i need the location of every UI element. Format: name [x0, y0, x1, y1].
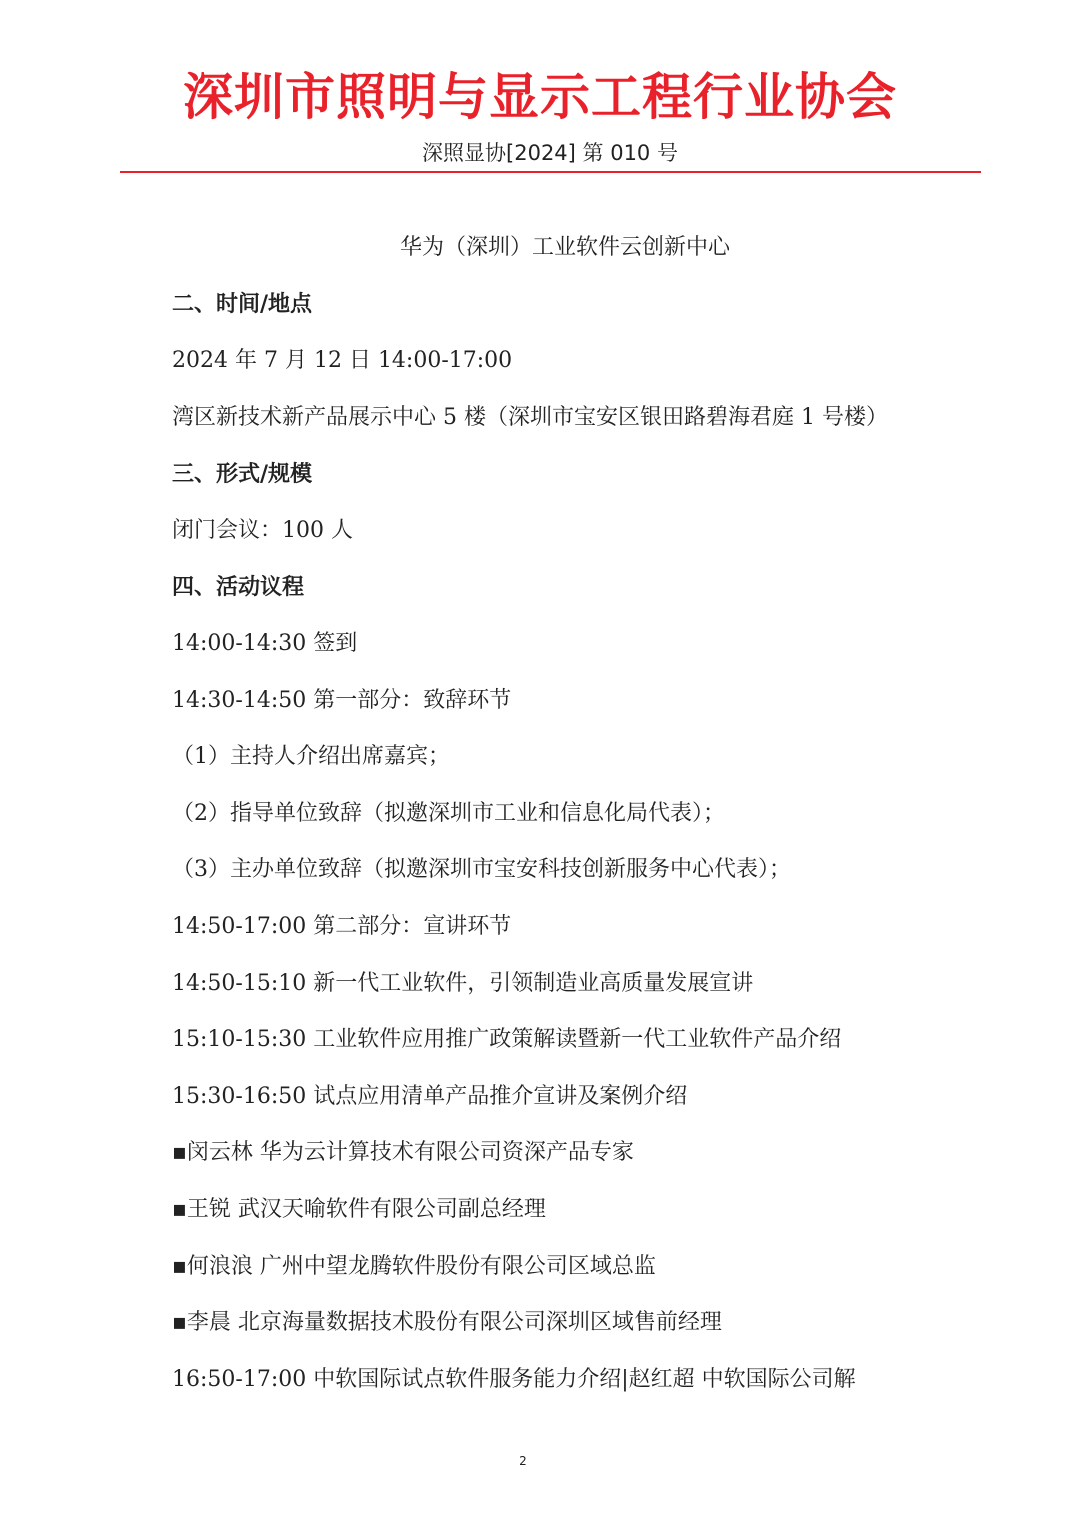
org-title: 深圳市照明与显示工程行业协会: [183, 68, 897, 126]
header-divider: [120, 171, 981, 173]
speaker-item: ▪王锐 武汉天喻软件有限公司副总经理: [172, 1197, 546, 1222]
agenda-item: 14:50-17:00 第二部分：宣讲环节: [172, 914, 512, 939]
section-heading-agenda: 四、活动议程: [172, 574, 305, 600]
event-location: 湾区新技术新产品展示中心 5 楼（深圳市宝安区银田路碧海君庭 1 号楼）: [172, 405, 888, 430]
section-heading-time-place: 二、时间/地点: [172, 291, 313, 317]
agenda-item: （3）主办单位致辞（拟邀深圳市宝安科技创新服务中心代表）；: [172, 857, 791, 882]
event-date-time: 2024 年 7 月 12 日 14:00-17:00: [172, 348, 513, 373]
agenda-item: （2）指导单位致辞（拟邀深圳市工业和信息化局代表）；: [172, 801, 725, 826]
speaker-item: ▪闵云林 华为云计算技术有限公司资深产品专家: [172, 1140, 634, 1165]
agenda-item: 14:00-14:30 签到: [172, 631, 358, 656]
agenda-item: 15:10-15:30 工业软件应用推广政策解读暨新一代工业软件产品介绍: [172, 1027, 842, 1052]
agenda-item: 15:30-16:50 试点应用清单产品推介宣讲及案例介绍: [172, 1084, 688, 1109]
speaker-item: ▪李晨 北京海量数据技术股份有限公司深圳区域售前经理: [172, 1310, 722, 1335]
speaker-item: ▪何浪浪 广州中望龙腾软件股份有限公司区域总监: [172, 1254, 656, 1279]
doc-number: 深照显协[2024] 第 010 号: [422, 141, 678, 165]
page-number: 2: [519, 1454, 527, 1468]
agenda-item: （1）主持人介绍出席嘉宾；: [172, 744, 450, 769]
agenda-item: 16:50-17:00 中软国际试点软件服务能力介绍|赵红超 中软国际公司解: [172, 1367, 856, 1392]
format-detail: 闭门会议：100 人: [172, 518, 353, 543]
venue-line: 华为（深圳）工业软件云创新中心: [399, 235, 730, 260]
section-heading-format: 三、形式/规模: [172, 461, 313, 487]
agenda-item: 14:50-15:10 新一代工业软件，引领制造业高质量发展宣讲: [172, 971, 754, 996]
agenda-item: 14:30-14:50 第一部分：致辞环节: [172, 688, 512, 713]
